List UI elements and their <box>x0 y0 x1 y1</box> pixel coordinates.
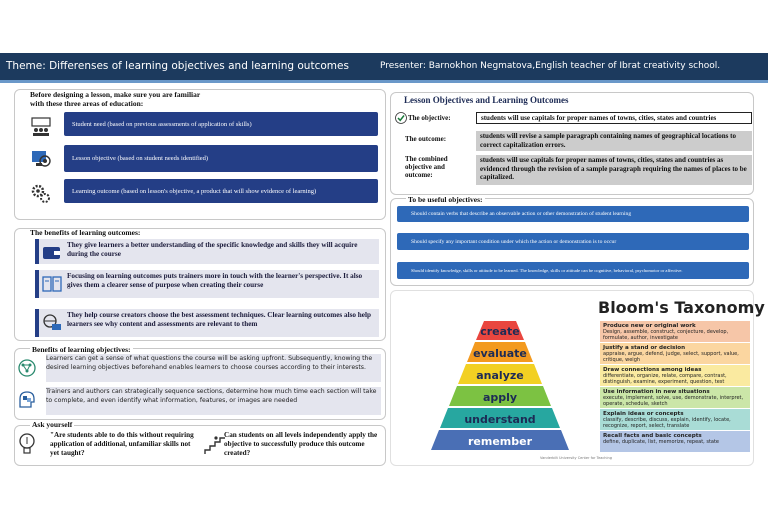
ask-question-1: "Are students able to do this without requiring application of additional, unfamiliar skills not yet taught? <box>50 431 194 457</box>
useful-title: To be useful objectives: <box>408 195 483 204</box>
bloom-desc-remember: Recall facts and basic concepts define, duplicate, list, memorize, repeat, state <box>600 431 750 452</box>
useful-item: Should contain verbs that describe an observable action or other demonstration of student learning <box>397 206 749 222</box>
book-icon <box>42 275 62 293</box>
classroom-icon <box>30 116 52 138</box>
benefits-objectives-title: Benefits of learning objectives: <box>32 345 131 354</box>
useful-item: Should specify any important condition under which the action or demonstration is to occur <box>397 233 749 250</box>
wallet-icon <box>42 243 62 261</box>
header-stripe <box>0 80 768 83</box>
bloom-level-apply: apply <box>482 391 518 404</box>
benefit-outcome-item: Focusing on learning outcomes puts trainers more in touch with the learner's perspective. It also gives them a clearer sense of purpose when creating their course <box>35 270 379 298</box>
bloom-credit: Vanderbilt University Center for Teaching <box>540 456 612 460</box>
target-screen-icon <box>30 148 52 170</box>
objective-value: students will use capitals for proper names of towns, cities, states and countries <box>476 112 752 124</box>
presenter-text: Presenter: Barnokhon Negmatova,English teacher of Ibrat creativity school. <box>380 61 721 71</box>
stairs-person-icon <box>204 433 226 455</box>
benefit-outcome-item: They help course creators choose the best assessment techniques. Clear learning outcomes also help learners see why content and assessments are relevant to them <box>35 309 379 337</box>
outcome-label: The outcome: <box>405 135 447 143</box>
gears-icon <box>30 182 52 204</box>
lightbulb-icon <box>18 432 36 456</box>
bloom-desc-create: Produce new or original work Design, assemble, construct, conjecture, develop, formulate, author, investigate <box>600 321 750 342</box>
bloom-level-remember: remember <box>467 435 533 448</box>
brain-network-icon <box>16 357 38 379</box>
bloom-pyramid <box>400 318 600 454</box>
combined-label: The combined objective and outcome: <box>405 155 448 179</box>
bloom-level-analyze: analyze <box>476 369 524 382</box>
objective-label: The objective: <box>408 114 451 122</box>
header-bar <box>0 53 768 80</box>
check-icon <box>395 112 407 124</box>
area-lesson-objective: Lesson objective (based on student needs identified) <box>64 145 378 172</box>
objectives-outcomes-title: Lesson Objectives and Learning Outcomes <box>404 95 569 105</box>
bloom-desc-apply: Use information in new situations execute, implement, solve, use, demonstrate, interpret, operate, schedule, sketch <box>600 387 750 408</box>
outcome-value: students will revise a sample paragraph containing names of geographical locations to correct capitalization errors. <box>476 131 752 151</box>
benefit-objective-item: Trainers and authors can strategically sequence sections, determine how much time each section will take to complete, and even identify what information, features, or images are needed <box>46 387 381 415</box>
bloom-title: Bloom's Taxonomy <box>598 298 765 317</box>
area-student-need: Student need (based on previous assessments of application of skills) <box>64 112 378 136</box>
useful-item: Should identify knowledge, skills or attitude to be learned. The knowledge, skills or attitude can be cognitive, behavioral, psychomotor or affective. <box>397 262 749 279</box>
bloom-level-create: create <box>480 325 520 338</box>
theme-title: Theme: Differenses of learning objectives and learning outcomes <box>6 60 349 72</box>
benefit-objective-item: Learners can get a sense of what questions the course will be asking upfront. Subsequently, knowing the desired learning objectives beforehand enables learners to choose courses according to their interests. <box>46 354 381 382</box>
globe-laptop-icon <box>42 314 62 332</box>
combined-value: students will use capitals for proper names of towns, cities, states and countries as evidenced through the revision of a sample paragraph requiring the names of places to be capitalized. <box>476 155 752 185</box>
bloom-desc-evaluate: Justify a stand or decision appraise, argue, defend, judge, select, support, value, critique, weigh <box>600 343 750 364</box>
benefit-outcome-item: They give learners a better understanding of the specific knowledge and skills they will acquire during the course <box>35 239 379 264</box>
bloom-desc-understand: Explain ideas or concepts classify, describe, discuss, explain, identify, locate, recognize, report, select, translate <box>600 409 750 430</box>
benefits-outcomes-title: The benefits of learning outcomes: <box>30 228 141 237</box>
puzzle-head-icon <box>16 389 38 411</box>
ask-question-2: Can students on all levels independently apply the objective to successfully produce this outcome created? <box>224 431 378 457</box>
bloom-level-understand: understand <box>464 413 536 426</box>
areas-title: Before designing a lesson, make sure you are familiar with these three areas of education: <box>30 90 201 108</box>
bloom-level-evaluate: evaluate <box>473 347 527 360</box>
ask-title: Ask yourself <box>32 420 73 429</box>
bloom-desc-analyze: Draw connections among ideas differentiate, organize, relate, compare, contrast, distinguish, examine, experiment, question, test <box>600 365 750 386</box>
area-learning-outcome: Learning outcome (based on lesson's objective, a product that will show evidence of learning) <box>64 179 378 203</box>
